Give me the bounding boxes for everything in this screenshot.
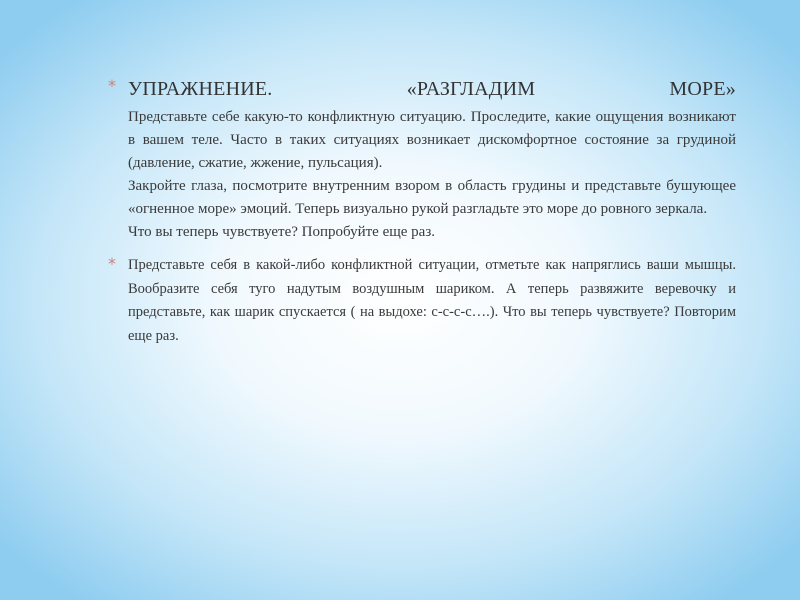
- exercise-paragraph-3: Что вы теперь чувствуете? Попробуйте еще раз.: [128, 224, 436, 240]
- bullet-item-balloon: [108, 254, 736, 348]
- bullet-mark: *: [108, 254, 116, 273]
- bullet-item-exercise: [108, 76, 736, 244]
- slide-content: [108, 76, 736, 348]
- exercise-paragraph-1: Представьте себе какую-то конфликтную ситуацию. Проследите, какие ощущения возникают в вашем теле. Часто в таких ситуациях возникает дискомфортное состояние за грудиной (давление, сжатие, жжение, пульсация).: [128, 109, 736, 171]
- balloon-paragraph: Представьте себя в какой-либо конфликтной ситуации, отметьте как напряглись ваши мышцы. Вообразите себя туго надутым воздушным шариком. А теперь развяжите веревочку и представьте, как шарик спускается ( на выдохе: с-с-с-с….). Что вы теперь чувствуете? Повторим еще раз.: [128, 257, 736, 344]
- exercise-title: УПРАЖНЕНИЕ. «РАЗГЛАДИМ МОРЕ»: [128, 78, 736, 100]
- bullet-mark: *: [108, 76, 116, 95]
- exercise-paragraph-2: Закройте глаза, посмотрите внутренним взором в область грудины и представьте бушующее «огненное море» эмоций. Теперь визуально рукой разгладьте это море до ровного зеркала.: [128, 178, 736, 217]
